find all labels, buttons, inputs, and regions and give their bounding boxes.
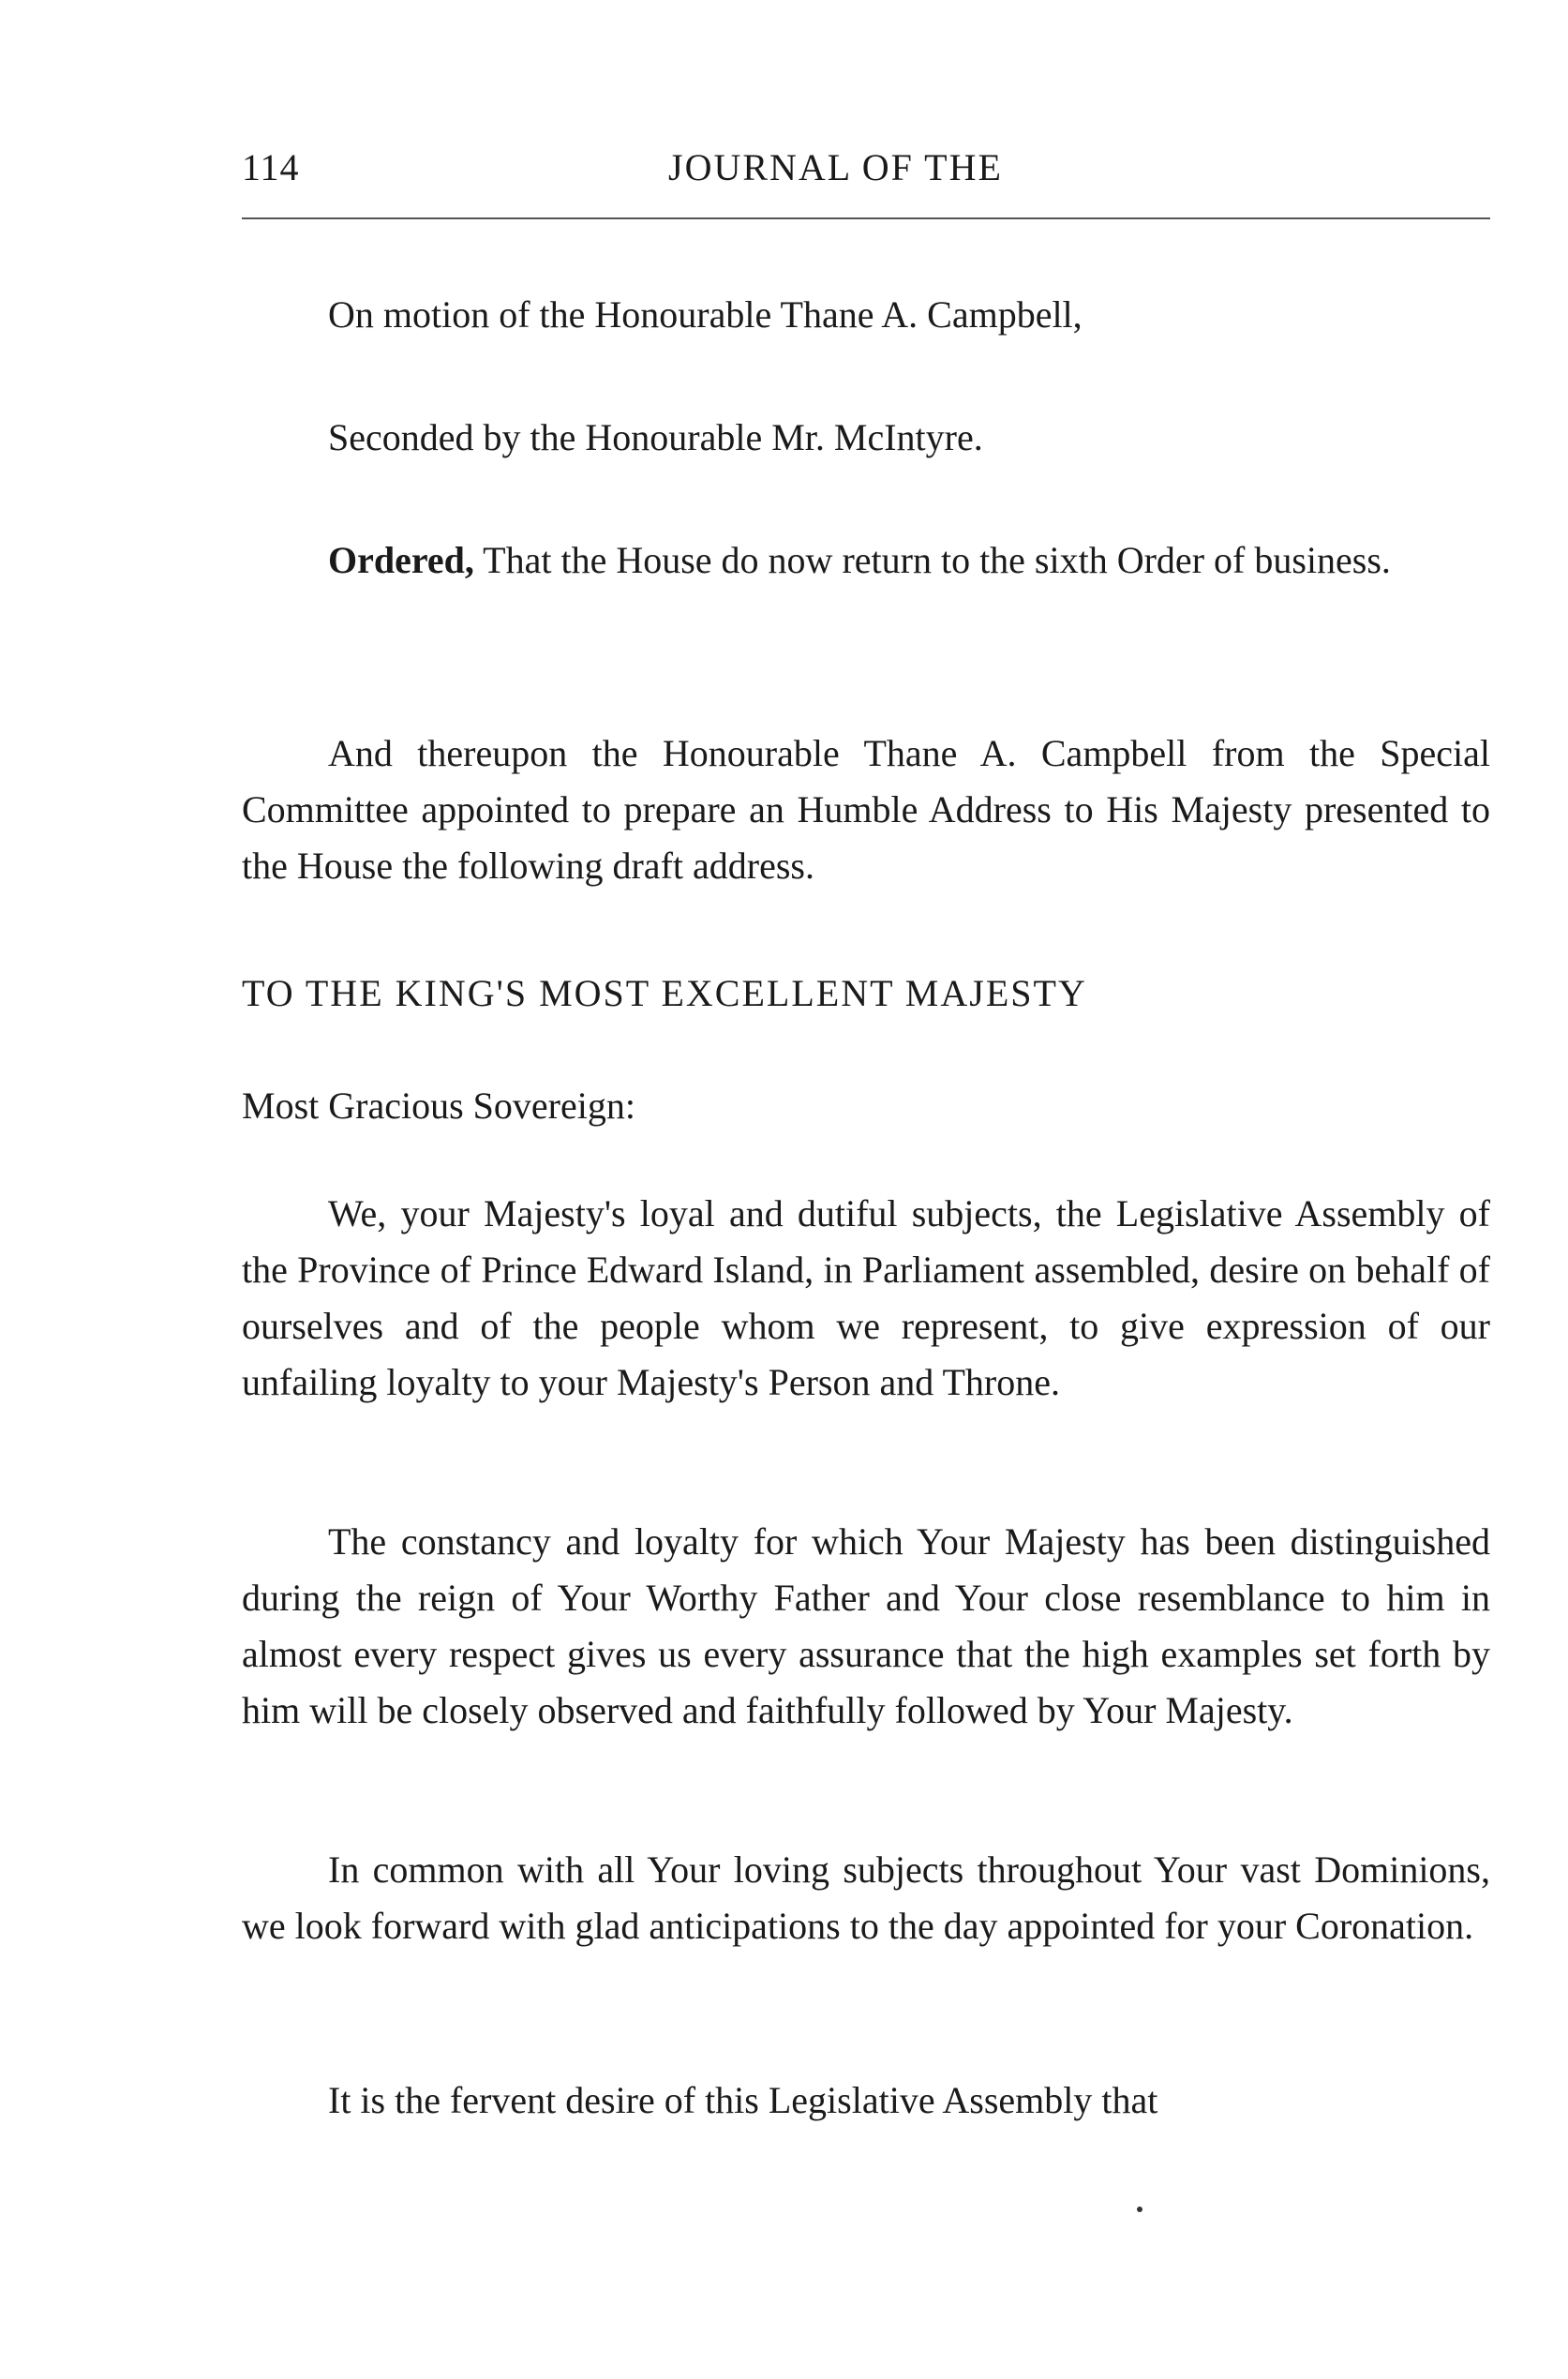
- address-heading-block: [242, 965, 1490, 1022]
- journal-title: JOURNAL OF THE: [668, 146, 1003, 188]
- seconded-line: Seconded by the Honourable Mr. McIntyre.: [328, 416, 983, 458]
- constancy-paragraph: The constancy and loyalty for which Your Majesty has been distinguished during the reign of Your Worthy Father and Your close resemblance to him in almost every respect gives us every assurance that the high examples set forth by him will be closely observed and faithfully followed by Your Majesty.: [242, 1520, 1490, 1731]
- ordered-text: That the House do now return to the sixth Order of business.: [473, 539, 1391, 581]
- coronation-paragraph-block: [242, 1842, 1490, 1954]
- constancy-paragraph-block: [242, 1514, 1490, 1739]
- motion-line: On motion of the Honourable Thane A. Campbell,: [328, 293, 1083, 336]
- seconded-line-block: [242, 410, 1490, 466]
- address-heading: TO THE KING'S MOST EXCELLENT MAJESTY: [242, 972, 1087, 1014]
- loyalty-paragraph-block: [242, 1186, 1490, 1411]
- ordered-paragraph: [242, 532, 1490, 589]
- coronation-paragraph: In common with all Your loving subjects throughout Your vast Dominions, we look forward with glad anticipations to the day appointed for your Coronation.: [242, 1848, 1490, 1947]
- thereupon-paragraph: And thereupon the Honourable Thane A. Campbell from the Special Committee appointed to prepare an Humble Address to His Majesty presented to the House the following draft address.: [242, 732, 1490, 887]
- ordered-label: Ordered,: [328, 539, 474, 581]
- fervent-paragraph: It is the fervent desire of this Legislative Assembly that: [328, 2079, 1158, 2121]
- page-number: 114: [242, 146, 300, 188]
- ordered-paragraph-block: [242, 532, 1490, 589]
- loyalty-paragraph: We, your Majesty's loyal and dutiful subjects, the Legislative Assembly of the Province of Prince Edward Island, in Parliament assembled, desire on behalf of ourselves and of the people whom we represent, to give expression of our unfailing loyalty to your Majesty's Person and Throne.: [242, 1192, 1490, 1403]
- salutation: Most Gracious Sovereign:: [242, 1085, 635, 1127]
- ink-speck: [1137, 2207, 1142, 2212]
- running-head: [242, 145, 1490, 202]
- salutation-block: [242, 1078, 1490, 1134]
- motion-line-block: [242, 287, 1490, 343]
- thereupon-paragraph-block: [242, 726, 1490, 894]
- fervent-paragraph-block: [242, 2072, 1490, 2129]
- header-rule: [242, 217, 1490, 219]
